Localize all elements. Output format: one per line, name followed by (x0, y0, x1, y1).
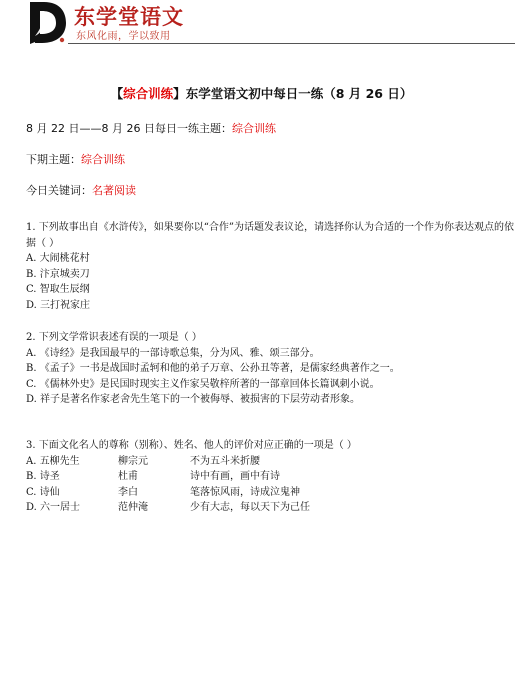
question-2 (26, 330, 516, 408)
option-title: A. 五柳先生 (26, 455, 80, 467)
option-title: C. 诗仙 (26, 486, 60, 498)
question-option: B. 汴京城卖刀 (26, 268, 90, 280)
option-name: 杜甫 (118, 471, 138, 482)
option-name: 柳宗元 (118, 455, 148, 467)
keyword-value: 名著阅读 (92, 184, 136, 197)
next-theme-line (26, 151, 125, 167)
option-comment: 少有大志，每以天下为己任 (190, 502, 310, 513)
option-comment: 不为五斗米折腰 (190, 455, 260, 467)
next-theme-label: 下期主题： (26, 153, 81, 166)
question-3 (26, 438, 516, 516)
brand-logo-icon (26, 0, 68, 44)
title-bracket-open: 【 (110, 86, 124, 101)
question-1 (26, 220, 516, 313)
option-name: 李白 (118, 486, 138, 498)
question-option: A. 《诗经》是我国最早的一部诗歌总集，分为风、雅、颂三部分。 (26, 347, 320, 359)
brand-slogan: 东风化雨，学以致用 (76, 31, 171, 42)
question-option: D. 祥子是著名作家老舍先生笔下的一个被侮辱、被损害的下层劳动者形象。 (26, 394, 361, 405)
question-option: D. 三打祝家庄 (26, 299, 91, 311)
keyword-label: 今日关键词： (26, 184, 92, 197)
date-range-line (26, 120, 276, 136)
title-bracket-close: 】 (173, 86, 186, 101)
keyword-line (26, 182, 136, 198)
question-option (26, 485, 516, 501)
next-theme-value: 综合训练 (81, 153, 125, 166)
question-option: B. 《孟子》一书是战国时孟轲和他的弟子万章、公孙丑等著，是儒家经典著作之一。 (26, 363, 400, 374)
title-text: 东学堂语文初中每日一练（8 月 26 日） (185, 86, 413, 101)
question-option: C. 《儒林外史》是民国时现实主义作家吴敬梓所著的一部章回体长篇讽刺小说。 (26, 378, 380, 390)
site-header (0, 0, 523, 46)
brand-name: 东学堂语文 (74, 4, 184, 29)
option-comment: 诗中有画，画中有诗 (190, 471, 280, 482)
question-option (26, 469, 516, 485)
option-name: 范仲淹 (118, 502, 148, 513)
question-option (26, 500, 516, 516)
question-stem: 3. 下面文化名人的尊称（别称）、姓名、他人的评价对应正确的一项是（ ） (26, 440, 357, 451)
option-comment: 笔落惊风雨，诗成泣鬼神 (190, 486, 300, 498)
question-stem: 1. 下列故事出自《水浒传》，如果要你以“合作”为话题发表议论，请选择你认为合适的一个作为你表达观点的依据（ ） (26, 222, 514, 249)
question-stem: 2. 下列文学常识表述有误的一项是（ ） (26, 332, 202, 343)
header-divider (68, 43, 515, 44)
date-range-theme: 综合训练 (231, 122, 276, 135)
option-title: B. 诗圣 (26, 471, 60, 482)
question-option (26, 454, 516, 470)
title-tag: 综合训练 (123, 86, 174, 101)
date-range-text: 8 月 22 日——8 月 26 日每日一练主题： (26, 122, 232, 135)
option-title: D. 六一居士 (26, 502, 81, 513)
question-option: A. 大闹桃花村 (26, 253, 90, 264)
question-option: C. 智取生辰纲 (26, 284, 90, 295)
page-title (0, 84, 523, 102)
